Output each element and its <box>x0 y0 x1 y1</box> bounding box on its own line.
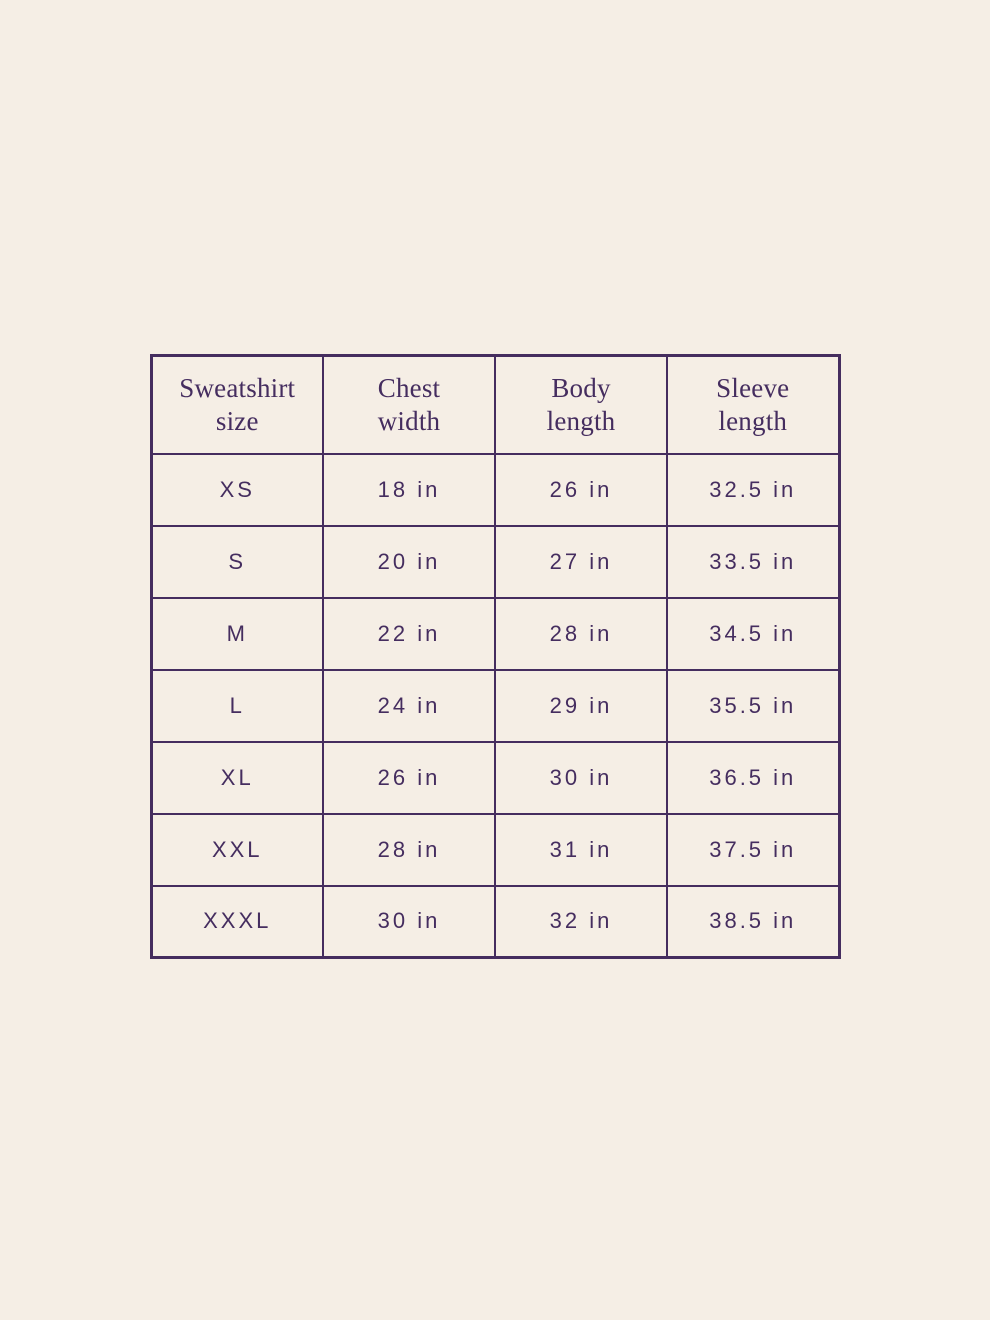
sweatshirt-size-table <box>150 354 841 959</box>
header-sleeve-length <box>667 356 839 454</box>
header-sweatshirt-size-line2: size <box>215 405 259 436</box>
cell-sleeve-length: 33.5 in <box>667 526 839 598</box>
cell-body-length: 32 in <box>495 886 667 958</box>
cell-chest-width: 28 in <box>323 814 495 886</box>
header-chest-width <box>323 356 495 454</box>
cell-chest-width: 20 in <box>323 526 495 598</box>
size-table-body <box>151 454 839 958</box>
header-sleeve-length-line1: Sleeve <box>716 372 790 403</box>
header-sweatshirt-size-line1: Sweatshirt <box>179 372 296 403</box>
table-row-xxxl <box>151 886 839 958</box>
cell-sleeve-length: 32.5 in <box>667 454 839 526</box>
cell-size: M <box>151 598 323 670</box>
cell-size: XL <box>151 742 323 814</box>
cell-chest-width: 26 in <box>323 742 495 814</box>
header-row <box>151 356 839 454</box>
header-chest-width-line1: Chest <box>377 372 441 403</box>
cell-size: XS <box>151 454 323 526</box>
header-body-length <box>495 356 667 454</box>
cell-body-length: 30 in <box>495 742 667 814</box>
table-row-l <box>151 670 839 742</box>
cell-body-length: 28 in <box>495 598 667 670</box>
cell-body-length: 29 in <box>495 670 667 742</box>
cell-sleeve-length: 38.5 in <box>667 886 839 958</box>
cell-chest-width: 18 in <box>323 454 495 526</box>
cell-body-length: 31 in <box>495 814 667 886</box>
table-row-s <box>151 526 839 598</box>
table-row-m <box>151 598 839 670</box>
cell-size: XXXL <box>151 886 323 958</box>
header-chest-width-line2: width <box>377 405 441 436</box>
cell-body-length: 27 in <box>495 526 667 598</box>
header-sweatshirt-size <box>151 356 323 454</box>
table-row-xl <box>151 742 839 814</box>
header-body-length-line2: length <box>546 405 616 436</box>
table-row-xxl <box>151 814 839 886</box>
size-table-header <box>151 356 839 454</box>
cell-body-length: 26 in <box>495 454 667 526</box>
header-body-length-line1: Body <box>551 372 611 403</box>
cell-size: XXL <box>151 814 323 886</box>
cell-sleeve-length: 35.5 in <box>667 670 839 742</box>
cell-size: S <box>151 526 323 598</box>
cell-sleeve-length: 37.5 in <box>667 814 839 886</box>
cell-chest-width: 24 in <box>323 670 495 742</box>
cell-sleeve-length: 36.5 in <box>667 742 839 814</box>
header-sleeve-length-line2: length <box>718 405 788 436</box>
cell-chest-width: 22 in <box>323 598 495 670</box>
cell-chest-width: 30 in <box>323 886 495 958</box>
table-row-xs <box>151 454 839 526</box>
cell-sleeve-length: 34.5 in <box>667 598 839 670</box>
cell-size: L <box>151 670 323 742</box>
